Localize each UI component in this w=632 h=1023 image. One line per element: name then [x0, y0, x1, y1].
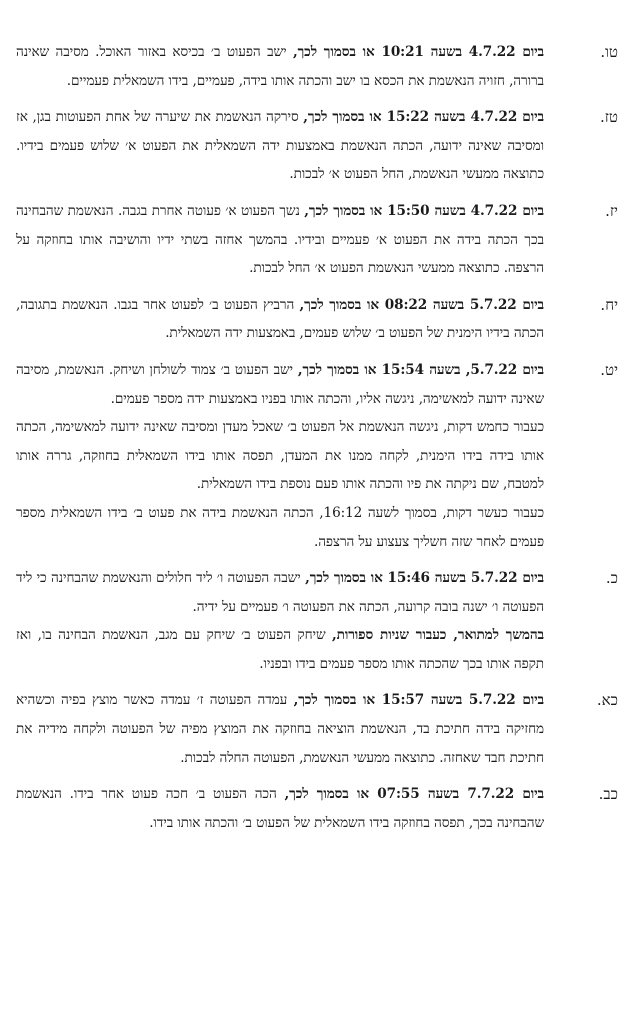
clause-lead: ביום 7.7.22 בשעה 07:55 או בסמוך לכך, — [284, 786, 544, 803]
clause-lead: ביום 5.7.22 בשעה 15:57 או בסמוך לכך, — [293, 692, 544, 709]
clause-body — [16, 103, 544, 189]
clause-body — [16, 356, 544, 556]
clause-body — [16, 686, 544, 772]
clause-marker: יט. — [600, 360, 618, 379]
clause-lead: ביום 4.7.22 בשעה 15:22 או בסמוך לכך, — [303, 109, 544, 126]
clause-marker: טו. — [600, 43, 618, 61]
clause-18 — [0, 291, 632, 348]
clause-paragraph — [16, 564, 544, 621]
clause-22 — [0, 780, 632, 837]
clause-lead: בהמשך למתואר, כעבור שניות ספורות, — [332, 627, 544, 644]
clause-lead: ביום 5.7.22 בשעה 15:46 או בסמוך לכך, — [305, 570, 545, 587]
clause-17 — [0, 197, 632, 283]
clause-lead: ביום 5.7.22 בשעה 08:22 או בסמוך לכך, — [299, 296, 544, 313]
clause-paragraph — [16, 686, 544, 772]
clause-text: הרביץ הפעוט ב׳ לפעוט אחר בגבו. הנאשמת בתגובה, הכתה בידיו הימנית של הפעוט ב׳ שלוש פעמים, באמצעות ידה השמאלית. — [16, 296, 544, 342]
clause-16 — [0, 103, 632, 189]
clause-paragraph — [16, 291, 544, 348]
clause-lead: ביום 4.7.22 בשעה 15:50 או בסמוך לכך, — [304, 202, 544, 219]
clause-body — [16, 780, 544, 837]
clause-paragraph — [16, 38, 544, 95]
clause-text: ישב הפעוט ב׳ בכיסא באזור האוכל. מסיבה שאינה ברורה, חזויה הנאשמת את הכסא בו ישב והכתה אותו בידה, פעמיים, בידו השמאלית פעמיים. — [16, 44, 544, 89]
clause-paragraph — [16, 356, 544, 413]
clause-15 — [0, 38, 632, 95]
clause-paragraph — [16, 780, 544, 837]
clause-text: נשך הפעוט א׳ פעוטה אחרת בגבה. הנאשמת שהבחינה בכך הכתה בידה את הפעוט א׳ פעמיים ובידיו. בהמשך אחזה בשתי ידיו והושיבה אותו בחוזקה על הרצפה. כתוצאה ממעשי הנאשמת הפעוט א׳ החל לבכות. — [16, 202, 544, 277]
clause-paragraph-continued: כעבור כעשר דקות, בסמוך לשעה 16:12, הכתה הנאשמת בידה את פעוט ב׳ בידו השמאלית מספר פעמים לאחר שזה חשליך צעצוע על הרצפה. — [16, 504, 544, 550]
clause-19 — [0, 356, 632, 556]
clause-paragraph-continued: כעבור כחמש דקות, ניגשה הנאשמת אל הפעוט ב׳ שאכל מעדן ומסיבה שאינה ידועה למאשימה, הכתה אותו בידה בידו הימנית, לקחה ממנו את המעדן, תפסה אותו בידו השמאלית בחוזקה, גררה אותו למטבח, שם ניקתה את פיו והכתה אותו פעם נוספת בידו השמאלית. — [16, 419, 544, 493]
clause-21 — [0, 686, 632, 772]
clause-marker: כ. — [605, 569, 618, 588]
clause-lead: ביום 4.7.22 בשעה 10:21 או בסמוך לכך, — [292, 44, 545, 60]
clause-marker: יז. — [605, 201, 618, 220]
clause-text: עמדה הפעוטה ז׳ עמדה כאשר מוצץ בפיה וכשהיא מחזיקה בידה חתיכת בד, הנאשמת הוציאה בחוזקה את המוצץ מפיה של הפעוטה ולקחה מידיה את חתיכת חבד שאחזה. כתוצאה ממעשי הנאשמת, הפעוטה החלה לבכות. — [16, 692, 544, 766]
clause-text: ישב הפעוט ב׳ צמוד לשולחן ושיחק. הנאשמת, מסיבה שאינה ידועה למאשימה, ניגשה אליו, והכתה אותו בפניו באמצעות ידה מספר פעמים. — [16, 361, 544, 407]
clause-marker: יח. — [600, 295, 618, 314]
clause-20 — [0, 564, 632, 678]
clause-paragraph-continued — [16, 621, 544, 678]
clause-paragraph — [16, 103, 544, 189]
clause-body — [16, 564, 544, 678]
clause-body — [16, 291, 544, 348]
clause-text: ישבה הפעוטה ו׳ ליד חלולים והנאשמת שהבחינה כי ליד הפעוטה ו׳ ישנה בובה קרועה, הכתה את הפעוטה ו׳ פעמיים על ידיה. — [16, 570, 544, 615]
clause-paragraph — [16, 197, 544, 283]
clause-marker: כב. — [598, 785, 618, 804]
clause-body — [16, 197, 544, 283]
clause-marker: טז. — [599, 108, 618, 127]
clause-lead: ביום 5.7.22, בשעה 15:54 או בסמוך לכך, — [297, 361, 544, 378]
clause-text: הכה הפעוט ב׳ חכה פעוט אחר בידו. הנאשמת שהבחינה בכך, תפסה בחוזקה בידו השמאלית של הפעוט ב׳ והכתה אותו בידו. — [16, 786, 544, 831]
clause-text: שיחק הפעוט ב׳ שיחק עם מגב, הנאשמת הבחינה בו, ואז תקפה אותו בכך שהכתה אותו מספר פעמים בידו ובפניו. — [16, 627, 544, 672]
clause-text: סירקה הנאשמת את שיערה של אחת הפעוטות בגן, אז ומסיבה שאינה ידועה, הכתה הנאשמת באמצעות ידה השמאלית את הפעוט א׳ שלוש פעמים בידיו. כתוצאה ממעשי הנאשמת, החל הפעוט א׳ לבכות. — [16, 109, 544, 183]
clause-marker: כא. — [596, 691, 618, 710]
clause-body — [16, 38, 544, 95]
